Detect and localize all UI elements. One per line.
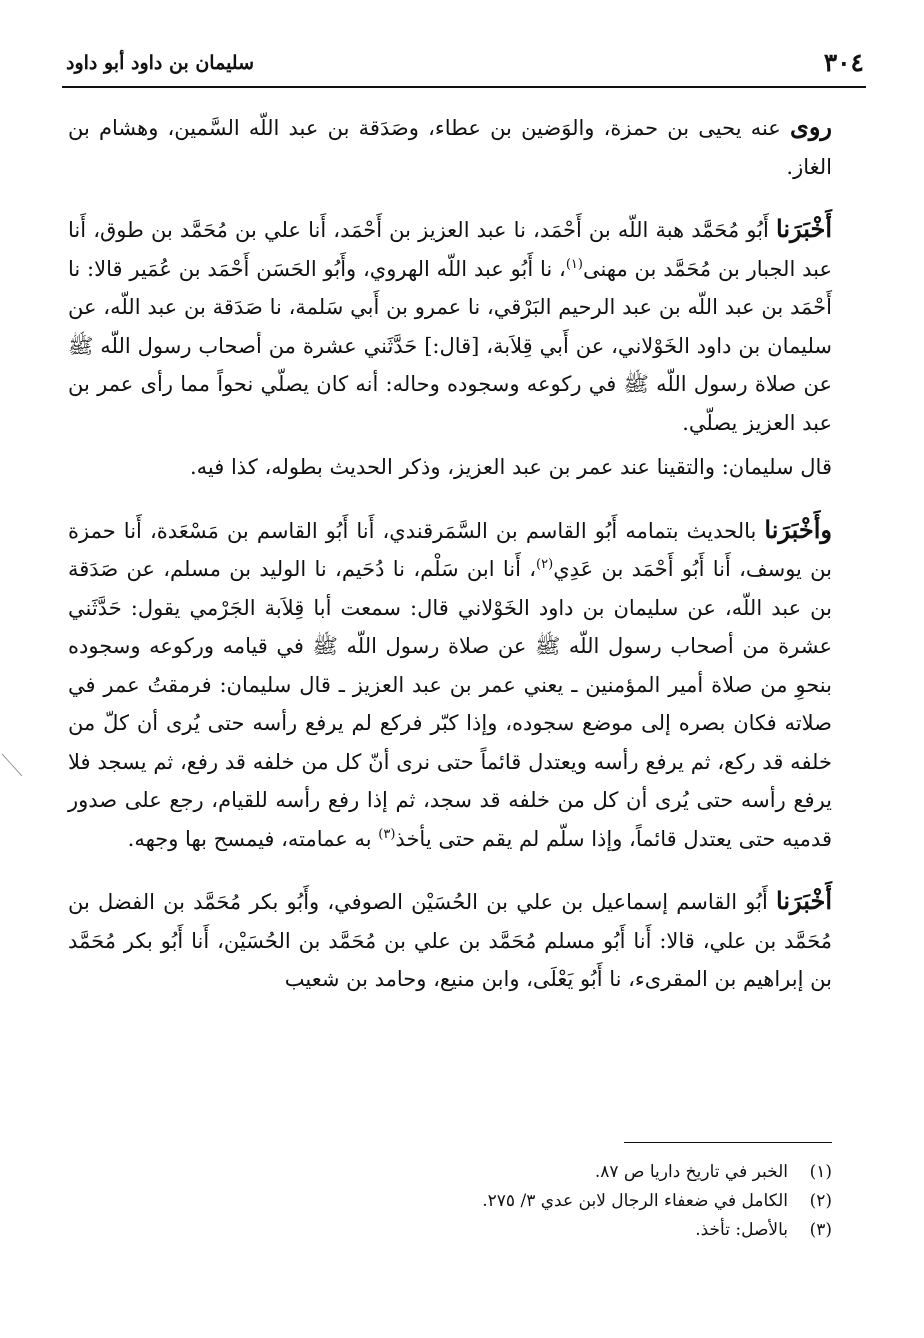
paragraph-text: قال سليمان: والتقينا عند عمر بن عبد العزيز، وذكر الحديث بطوله، كذا فيه. — [189, 455, 832, 479]
footnote-ref-1[interactable]: (١) — [565, 256, 583, 272]
footnote-number: (٢) — [809, 1191, 832, 1211]
paragraph-text: أَبُو مُحَمَّد هبة اللّه بن أَحْمَد، نا عبد العزيز بن أَحْمَد، أَنا علي بن مُحَمَّد بن طوق، أَنا عبد الجبار بن مُحَمَّد بن مهنى — [68, 218, 832, 281]
paragraph-lead-word: وأَخْبَرَنا — [764, 514, 832, 544]
paragraph-narrators — [68, 108, 832, 186]
page-header — [62, 48, 866, 88]
footnotes — [68, 1158, 832, 1245]
paragraph-text: بالحديث بتمامه أَبُو القاسم بن السَّمَرقندي، أَنا أَبُو القاسم بن مَسْعَدة، أَنا حمزة بن يوسف، أَنا أَبُو أَحْمَد بن عَدِي — [68, 518, 833, 581]
footnote-text: بالأصل: تأخذ. — [695, 1220, 788, 1240]
paragraph-text: ، أَنا ابن سَلْم، نا دُحَيم، نا الوليد بن مسلم، عن صَدَقة بن عبد اللّه، عن سليمان بن داود الخَوْلاني قال: سمعت أبا قِلاَبة الجَرْمي يقول: حَدَّثَني عشرة من أصحاب رسول اللّه ﷺ عن صلاة رسول اللّه ﷺ في قيامه وركوعه وسجوده بنحوِ من صلاة أمير المؤمنين ـ يعني عمر بن عبد العزيز ـ قال سليمان: فرمقتُ عمر في صلاته فكان بصره إلى موضع سجوده، وإذا كبّر فركع لم يرفع رأسه حتى يُرى أن كلّ من خلفه قد ركع، ثم يرفع رأسه ويعتدل قائماً حتى نرى أنّ كل من خلفه قد رفع، ثم يسجد فلا يرفع رأسه حتى يُرى أن كل من خلفه قد سجد، ثم إذا رفع رأسه للقيام، رجع على صدور قدميه حتى يعتدل قائماً، وإذا سلّم لم يقم حتى يأخذ — [68, 557, 832, 851]
paragraph-hadith-3 — [68, 882, 832, 999]
margin-scan-mark — [0, 752, 26, 778]
paragraph-text: به عمامته، فيمسح بها وجهه. — [127, 826, 379, 851]
footnote-divider — [624, 1142, 832, 1143]
footnote-text: الخبر في تاريخ داريا ص ٨٧. — [594, 1162, 788, 1182]
footnote-number: (١) — [809, 1162, 832, 1182]
footnote-ref-2[interactable]: (٢) — [536, 557, 554, 572]
running-title: سليمان بن داود أبو داود — [66, 52, 255, 74]
paragraph-lead-word: روى — [790, 112, 832, 141]
paragraph-text: ، نا أَبُو عبد اللّه الهروي، وأَبُو الحَسَن أَحْمَد بن عُمَير قالا: نا أَحْمَد بن عبد اللّه بن عبد الرحيم البَرْقي، نا عمرو بن أَبي سَلمة، نا صَدَقة بن عبد اللّه، عن سليمان بن داود الخَوْلاني، عن أَبي قِلاَبة، [قال:] حَدَّثَني عشرة من أصحاب رسول اللّه ﷺ عن صلاة رسول اللّه ﷺ في ركوعه وسجوده وحاله: أنه كان يصلّي نحواً مما رأى عمر بن عبد العزيز يصلّي. — [68, 256, 832, 435]
paragraph-lead-word: أَخْبَرَنا — [776, 214, 832, 243]
paragraph-lead-word: أَخْبَرَنا — [776, 886, 832, 915]
main-text — [68, 108, 832, 1023]
footnote-number: (٣) — [809, 1220, 832, 1240]
page-number: ٣٠٤ — [823, 48, 864, 77]
paragraph-text: عنه يحيى بن حمزة، والوَضين بن عطاء، وصَدَقة بن عبد اللّه السَّمين، وهشام بن الغاز. — [68, 116, 832, 179]
footnote-text: الكامل في ضعفاء الرجال لابن عدي ٣/ ٢٧٥. — [482, 1191, 788, 1211]
footnote-item — [68, 1216, 832, 1245]
paragraph-sulayman-note — [68, 448, 832, 487]
paragraph-text: أَبُو القاسم إسماعيل بن علي بن الحُسَيْن الصوفي، وأَبُو بكر مُحَمَّد بن الفضل بن مُحَمَّد بن علي، قالا: أَنا أَبُو مسلم مُحَمَّد بن علي بن مُحَمَّد بن الحُسَيْن، أَنا أَبُو بكر مُحَمَّد بن إبراهيم بن المقرىء، نا أَبُو يَعْلَى، وابن منيع، وحامد بن شعيب — [68, 890, 832, 991]
paragraph-hadith-1 — [68, 210, 832, 442]
footnote-ref-3[interactable]: (٣) — [378, 826, 396, 842]
paragraph-hadith-2 — [68, 511, 832, 859]
footnote-item — [68, 1187, 832, 1216]
footnote-item — [68, 1158, 832, 1187]
